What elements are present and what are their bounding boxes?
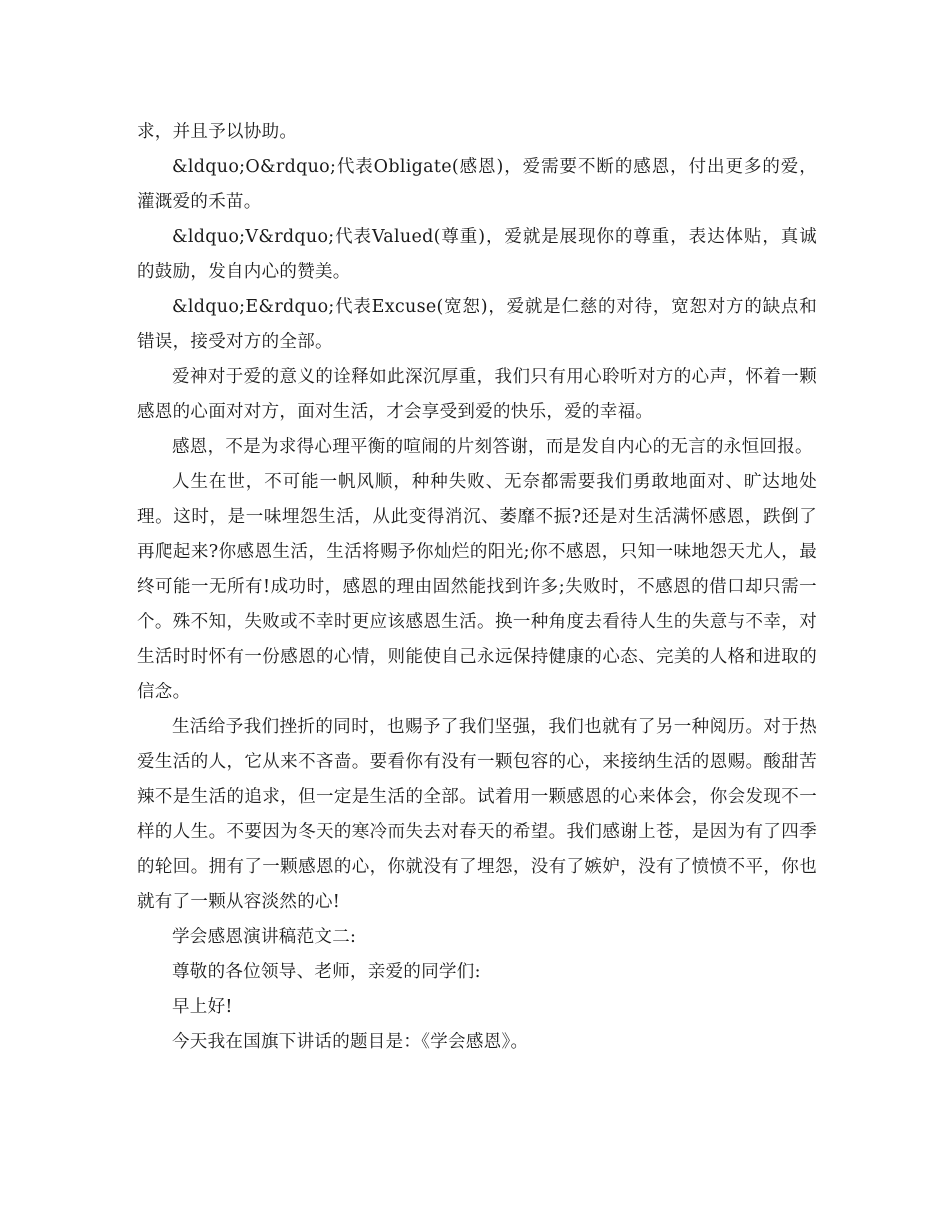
paragraph-continuation: 求，并且予以协助。 bbox=[137, 122, 298, 142]
paragraph-gratitude-definition: 感恩，不是为求得心理平衡的喧闹的片刻答谢，而是发自内心的无言的永恒回报。 bbox=[172, 437, 813, 457]
paragraph-life: 人生在世，不可能一帆风顺，种种失败、无奈都需要我们勇敢地面对、旷达地处理。这时，是一味埋怨生活，从此变得消沉、萎靡不振?还是对生活满怀感恩，跌倒了再爬起来?你感恩生活，生活将赐予你灿烂的阳光;你不感恩，只知一味地怨天尤人，最终可能一无所有!成功时，感恩的理由固然能找到许多;失败时，不感恩的借口却只需一个。殊不知，失败或不幸时更应该感恩生活。换一种角度去看待人生的失意与不幸，对生活时时怀有一份感恩的心情，则能使自己永远保持健康的心态、完美的人格和进取的信念。 bbox=[137, 472, 817, 702]
speech-topic: 今天我在国旗下讲话的题目是：《学会感恩》。 bbox=[172, 1032, 529, 1052]
paragraph-obligate: &ldquo;O&rdquo;代表Obligate(感恩)，爱需要不断的感恩，付出更多的爱，灌溉爱的禾苗。 bbox=[137, 157, 817, 212]
paragraph-excuse: &ldquo;E&rdquo;代表Excuse(宽恕)，爱就是仁慈的对待，宽恕对方的缺点和错误，接受对方的全部。 bbox=[137, 297, 817, 352]
paragraph-setbacks: 生活给予我们挫折的同时，也赐予了我们坚强，我们也就有了另一种阅历。对于热爱生活的人，它从来不吝啬。要看你有没有一颗包容的心，来接纳生活的恩赐。酸甜苦辣不是生活的追求，但一定是生活的全部。试着用一颗感恩的心来体会，你会发现不一样的人生。不要因为冬天的寒冷而失去对春天的希望。我们感谢上苍，是因为有了四季的轮回。拥有了一颗感恩的心，你就没有了埋怨，没有了嫉妒，没有了愤愤不平，你也就有了一颗从容淡然的心! bbox=[137, 717, 817, 912]
salutation: 尊敬的各位领导、老师，亲爱的同学们: bbox=[172, 962, 481, 982]
section-heading: 学会感恩演讲稿范文二: bbox=[172, 927, 357, 947]
paragraph-valued: &ldquo;V&rdquo;代表Valued(尊重)，爱就是展现你的尊重，表达体贴，真诚的鼓励，发自内心的赞美。 bbox=[137, 227, 817, 282]
greeting: 早上好! bbox=[172, 997, 233, 1017]
paragraph-love-meaning: 爱神对于爱的意义的诠释如此深沉厚重，我们只有用心聆听对方的心声，怀着一颗感恩的心面对对方，面对生活，才会享受到爱的快乐，爱的幸福。 bbox=[137, 367, 817, 422]
document-page bbox=[137, 115, 817, 1060]
